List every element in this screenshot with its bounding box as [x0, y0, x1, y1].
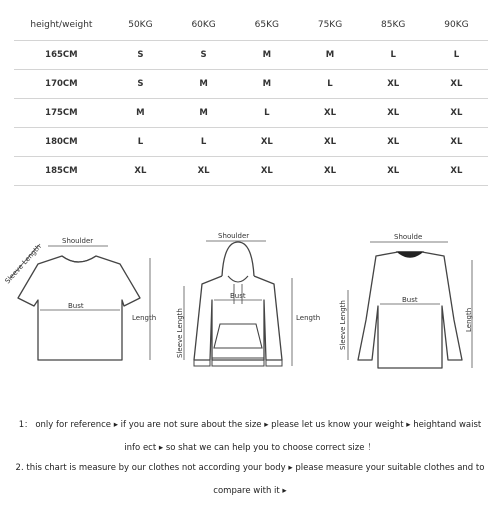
- table-cell: M: [325, 50, 335, 60]
- note-line-4: compare with it ▸: [213, 486, 287, 496]
- header-cell: 65KG: [254, 20, 279, 30]
- table-row: [14, 128, 488, 157]
- table-cell: S: [200, 50, 207, 60]
- table-cell: 170CM: [45, 79, 78, 89]
- size-table-header: [14, 10, 488, 41]
- table-cell: L: [453, 50, 460, 60]
- size-table: [14, 10, 488, 186]
- sleeve-length-label: Sleeve Length: [176, 308, 184, 358]
- sleeve-length-label: Sleeve Length: [3, 242, 43, 286]
- header-cell: 60KG: [191, 20, 216, 30]
- length-label: Length: [296, 314, 321, 322]
- table-cell: L: [200, 137, 207, 147]
- table-cell: XL: [324, 108, 336, 118]
- bust-label: Bust: [402, 296, 418, 304]
- hood-outline: [222, 242, 254, 276]
- table-cell: XL: [324, 137, 336, 147]
- table-cell: 180CM: [45, 137, 78, 147]
- table-row: [14, 157, 488, 186]
- table-cell: XL: [197, 166, 210, 176]
- table-cell: XL: [450, 79, 463, 89]
- bust-label: Bust: [230, 292, 246, 300]
- table-cell: S: [137, 50, 144, 60]
- table-cell: 165CM: [45, 50, 78, 60]
- length-label: Length: [465, 307, 473, 332]
- table-row: [14, 41, 488, 70]
- kangaroo-pocket: [214, 324, 262, 348]
- header-cell: 75KG: [317, 20, 343, 30]
- table-cell: XL: [450, 166, 463, 176]
- note-line-2: info ect ▸ so shat we can help you to choose correct size ！: [124, 443, 376, 453]
- tshirt-diagram: [4, 220, 164, 370]
- bust-label: Bust: [68, 302, 84, 310]
- note-line-3: 2. this chart is measure by our clothes not according your body ▸ please measure your suitable clothes and to: [15, 463, 485, 473]
- longsleeve-diagram: [334, 220, 494, 380]
- header-cell: 50KG: [128, 20, 153, 30]
- table-cell: M: [199, 108, 208, 118]
- table-cell: S: [137, 79, 144, 89]
- header-cell: height/weight: [30, 20, 93, 30]
- table-row: [14, 70, 488, 99]
- longsleeve-outline: [358, 252, 462, 368]
- table-cell: M: [199, 79, 208, 89]
- table-cell: XL: [450, 137, 463, 147]
- hood-opening: [228, 276, 248, 282]
- table-cell: XL: [387, 79, 400, 89]
- table-cell: M: [262, 50, 272, 60]
- hem-band: [212, 358, 264, 366]
- shoulder-label: Shoulde: [394, 233, 423, 241]
- tshirt-collar: [62, 256, 96, 262]
- table-cell: L: [327, 79, 333, 89]
- cuff-right: [266, 360, 282, 366]
- header-cell: 85KG: [381, 20, 406, 30]
- table-cell: L: [264, 108, 270, 118]
- table-cell: L: [137, 137, 144, 147]
- table-cell: XL: [134, 166, 147, 176]
- shoulder-label: Shoulder: [62, 237, 94, 245]
- note-line-1: 1： only for reference ▸ if you are not sure about the size ▸ please let us know your weight ▸ heightand waist: [18, 420, 482, 430]
- sleeve-length-label: Sleeve Length: [339, 300, 347, 350]
- table-cell: XL: [450, 108, 463, 118]
- longsleeve-icon: [334, 220, 494, 380]
- cuff-left: [194, 360, 210, 366]
- table-cell: XL: [260, 137, 273, 147]
- hoodie-icon: [172, 220, 332, 380]
- collar: [398, 252, 422, 257]
- shoulder-label: Shoulder: [218, 232, 250, 240]
- hoodie-outline: [194, 276, 282, 360]
- table-cell: M: [262, 79, 272, 89]
- table-cell: XL: [387, 166, 400, 176]
- table-cell: 175CM: [45, 108, 78, 118]
- table-cell: 185CM: [45, 166, 78, 176]
- header-cell: 90KG: [444, 20, 469, 30]
- table-cell: XL: [324, 166, 336, 176]
- table-row: [14, 99, 488, 128]
- table-cell: XL: [260, 166, 273, 176]
- table-cell: XL: [387, 108, 400, 118]
- table-cell: XL: [387, 137, 400, 147]
- length-label: Length: [132, 314, 157, 322]
- hoodie-diagram: [172, 220, 332, 380]
- table-cell: M: [136, 108, 145, 118]
- tshirt-icon: [4, 220, 164, 370]
- table-cell: L: [390, 50, 396, 60]
